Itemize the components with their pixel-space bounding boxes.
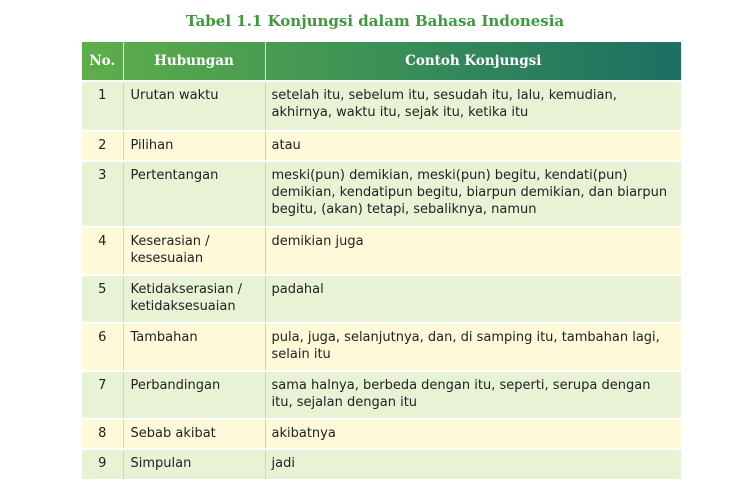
table-row bbox=[82, 371, 681, 419]
row-number: 5 bbox=[82, 275, 123, 323]
row-number: 1 bbox=[82, 81, 123, 131]
row-number: 7 bbox=[82, 371, 123, 419]
table-row bbox=[82, 323, 681, 371]
row-hubungan: Perbandingan bbox=[123, 371, 265, 419]
row-contoh: akibatnya bbox=[265, 419, 681, 449]
table-caption: Tabel 1.1 Konjungsi dalam Bahasa Indonesia bbox=[185, 12, 565, 30]
table-row bbox=[82, 161, 681, 227]
row-hubungan: Sebab akibat bbox=[123, 419, 265, 449]
row-contoh: demikian juga bbox=[265, 227, 681, 275]
row-number: 4 bbox=[82, 227, 123, 275]
row-contoh: pula, juga, selanjutnya, dan, di samping itu, tambahan lagi, selain itu bbox=[265, 323, 681, 371]
header-hubungan: Hubungan bbox=[123, 42, 265, 81]
header-no: No. bbox=[82, 42, 123, 81]
table-row bbox=[82, 275, 681, 323]
row-contoh: jadi bbox=[265, 449, 681, 479]
row-contoh: setelah itu, sebelum itu, sesudah itu, lalu, kemudian, akhirnya, waktu itu, sejak itu, ketika itu bbox=[265, 81, 681, 131]
conjunction-table bbox=[82, 42, 681, 479]
row-contoh: meski(pun) demikian, meski(pun) begitu, kendati(pun) demikian, kendatipun begitu, biarpun demikian, dan biarpun begitu, (akan) tetapi, sebaliknya, namun bbox=[265, 161, 681, 227]
row-hubungan: Ketidakserasian / ketidaksesuaian bbox=[123, 275, 265, 323]
row-hubungan: Pertentangan bbox=[123, 161, 265, 227]
table-header-row bbox=[82, 42, 681, 81]
header-contoh-konjungsi: Contoh Konjungsi bbox=[405, 53, 542, 69]
row-contoh: sama halnya, berbeda dengan itu, seperti, serupa dengan itu, sejalan dengan itu bbox=[265, 371, 681, 419]
row-number: 6 bbox=[82, 323, 123, 371]
row-hubungan: Urutan waktu bbox=[123, 81, 265, 131]
row-hubungan: Tambahan bbox=[123, 323, 265, 371]
row-number: 2 bbox=[82, 131, 123, 161]
row-hubungan: Simpulan bbox=[123, 449, 265, 479]
row-hubungan: Keserasian / kesesuaian bbox=[123, 227, 265, 275]
table-row bbox=[82, 227, 681, 275]
row-number: 8 bbox=[82, 419, 123, 449]
table-row bbox=[82, 419, 681, 449]
table-row bbox=[82, 81, 681, 131]
row-contoh: atau bbox=[265, 131, 681, 161]
row-contoh: padahal bbox=[265, 275, 681, 323]
row-number: 3 bbox=[82, 161, 123, 227]
row-hubungan: Pilihan bbox=[123, 131, 265, 161]
row-number: 9 bbox=[82, 449, 123, 479]
table-row bbox=[82, 131, 681, 161]
table-row bbox=[82, 449, 681, 479]
